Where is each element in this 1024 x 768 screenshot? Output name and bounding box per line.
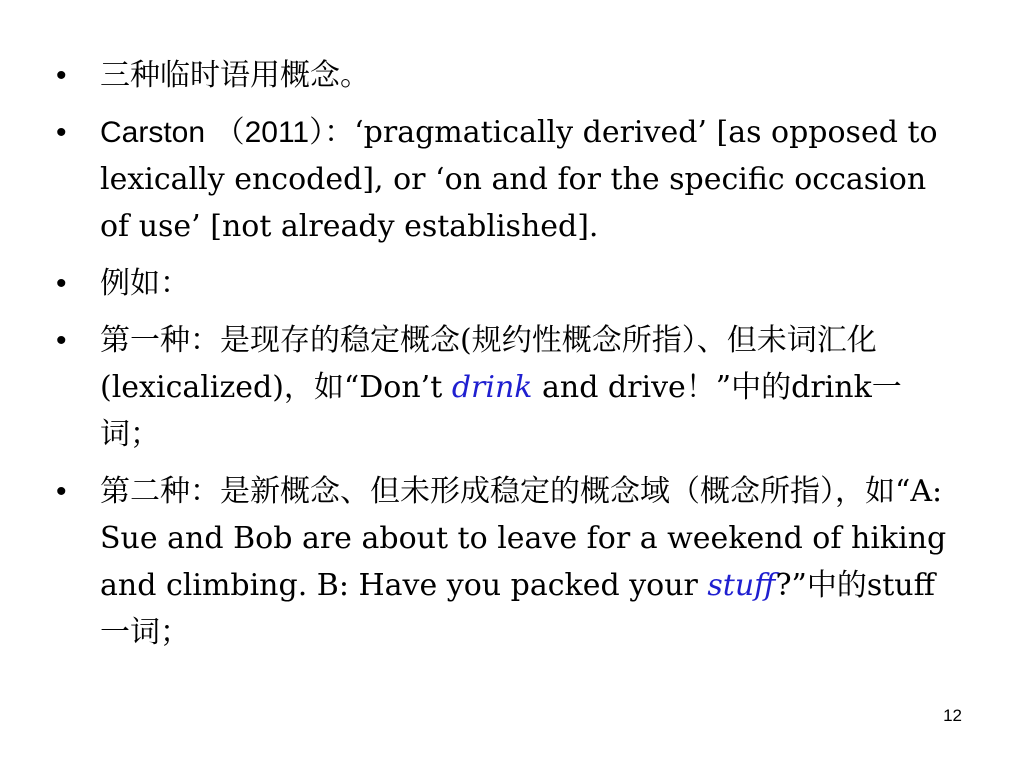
- bullet-dot-icon: •: [56, 59, 67, 92]
- author-name: Carston: [100, 116, 206, 149]
- bullet-item-1: [56, 52, 956, 99]
- bullet-dot-icon: •: [56, 267, 67, 300]
- bullet-text-part2: and drive！”中的drink一词；: [100, 370, 902, 452]
- definition-quote: ‘pragmatically derived’ [as opposed to lexically encoded], or ‘on and for the specific occasion of use’ [not already established].: [100, 115, 938, 244]
- bullet-text: 三种临时语用概念。: [100, 58, 370, 93]
- bullet-text-part2: ?”中的stuff一词；: [100, 568, 935, 650]
- bullet-dot-icon: •: [56, 324, 67, 357]
- highlight-word-drink: drink: [451, 370, 533, 405]
- bullet-text-part1: 第二种：是新概念、但未形成稳定的概念域（概念所指），如“A: Sue and Bob are about to leave for a weekend of hiking and climbing. B: Have you packed your: [100, 474, 947, 603]
- bullet-text: 例如：: [100, 266, 190, 301]
- bullet-text-part1: 第一种：是现存的稳定概念(规约性概念所指）、但未词汇化(lexicalized)，如“Don’t: [100, 323, 877, 405]
- bullet-list: [56, 52, 956, 656]
- highlight-word-stuff: stuff: [707, 568, 776, 603]
- slide-content: [56, 52, 956, 666]
- bullet-item-3: [56, 260, 956, 307]
- bullet-item-5: [56, 468, 956, 656]
- bullet-dot-icon: •: [56, 475, 67, 508]
- page-number: 12: [943, 706, 962, 725]
- bullet-dot-icon: •: [56, 116, 67, 149]
- bullet-item-2: [56, 109, 956, 250]
- bullet-item-4: [56, 317, 956, 458]
- citation-year: （2011）：: [214, 116, 355, 149]
